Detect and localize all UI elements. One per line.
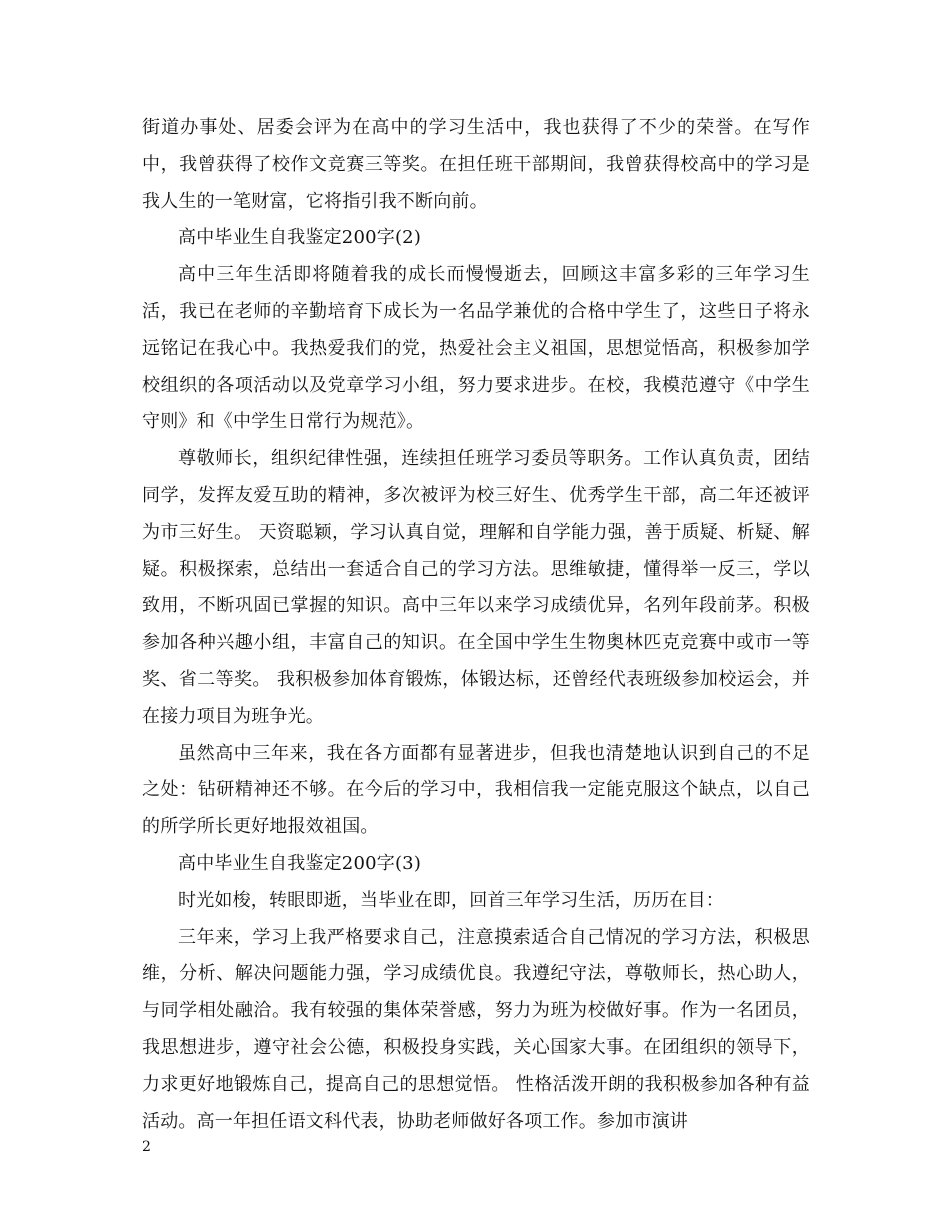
section-heading-2: 高中毕业生自我鉴定200字(2)	[178, 227, 422, 249]
paragraph: 高中三年生活即将随着我的成长而慢慢逝去，回顾这丰富多彩的三年学习生活，我已在老师的辛勤培育下成长为一名品学兼优的合格中学生了，这些日子将永远铭记在我心中。我热爱我们的党，热爱社会主义祖国，思想觉悟高，积极参加学校组织的各项活动以及党章学习小组，努力要求进步。在校，我模范遵守《中学生守则》和《中学生日常行为规范》。	[142, 264, 810, 433]
paragraph: 时光如梭，转眼即逝，当毕业在即，回首三年学习生活，历历在目：	[178, 889, 724, 911]
paragraph: 三年来，学习上我严格要求自己，注意摸索适合自己情况的学习方法，积极思维，分析、解决问题能力强，学习成绩优良。我遵纪守法，尊敬师长，热心助人，与同学相处融洽。我有较强的集体荣誉感，努力为班为校做好事。作为一名团员，我思想进步，遵守社会公德，积极投身实践，关心国家大事。在团组织的领导下，力求更好地锻炼自己，提高自己的思想觉悟。 性格活泼开朗的我积极参加各种有益活动。高一年担任语文科代表，协助老师做好各项工作。参加市演讲	[142, 926, 810, 1132]
section-heading-3: 高中毕业生自我鉴定200字(3)	[178, 852, 422, 874]
paragraph: 虽然高中三年来，我在各方面都有显著进步，但我也清楚地认识到自己的不足之处：钻研精神还不够。在今后的学习中，我相信我一定能克服这个缺点，以自己的所学所长更好地报效祖国。	[142, 742, 810, 838]
paragraph-continuation: 街道办事处、居委会评为在高中的学习生活中，我也获得了不少的荣誉。在写作中，我曾获得了校作文竞赛三等奖。在担任班干部期间，我曾获得校高中的学习是我人生的一笔财富，它将指引我不断向前。	[142, 117, 810, 212]
paragraph: 尊敬师长，组织纪律性强，连续担任班学习委员等职务。工作认真负责，团结同学，发挥友爱互助的精神，多次被评为校三好生、优秀学生干部，高二年还被评为市三好生。 天资聪颖，学习认真自觉，理解和自学能力强，善于质疑、析疑、解疑。积极探索，总结出一套适合自己的学习方法。思维敏捷，懂得举一反三，学以致用，不断巩固已掌握的知识。高中三年以来学习成绩优异，名列年段前茅。积极参加各种兴趣小组，丰富自己的知识。在全国中学生生物奥林匹克竞赛中或市一等奖、省二等奖。 我积极参加体育锻炼，体锻达标，还曾经代表班级参加校运会，并在接力项目为班争光。	[142, 448, 810, 727]
document-body	[142, 110, 810, 1140]
page-number: 2	[142, 1139, 151, 1155]
